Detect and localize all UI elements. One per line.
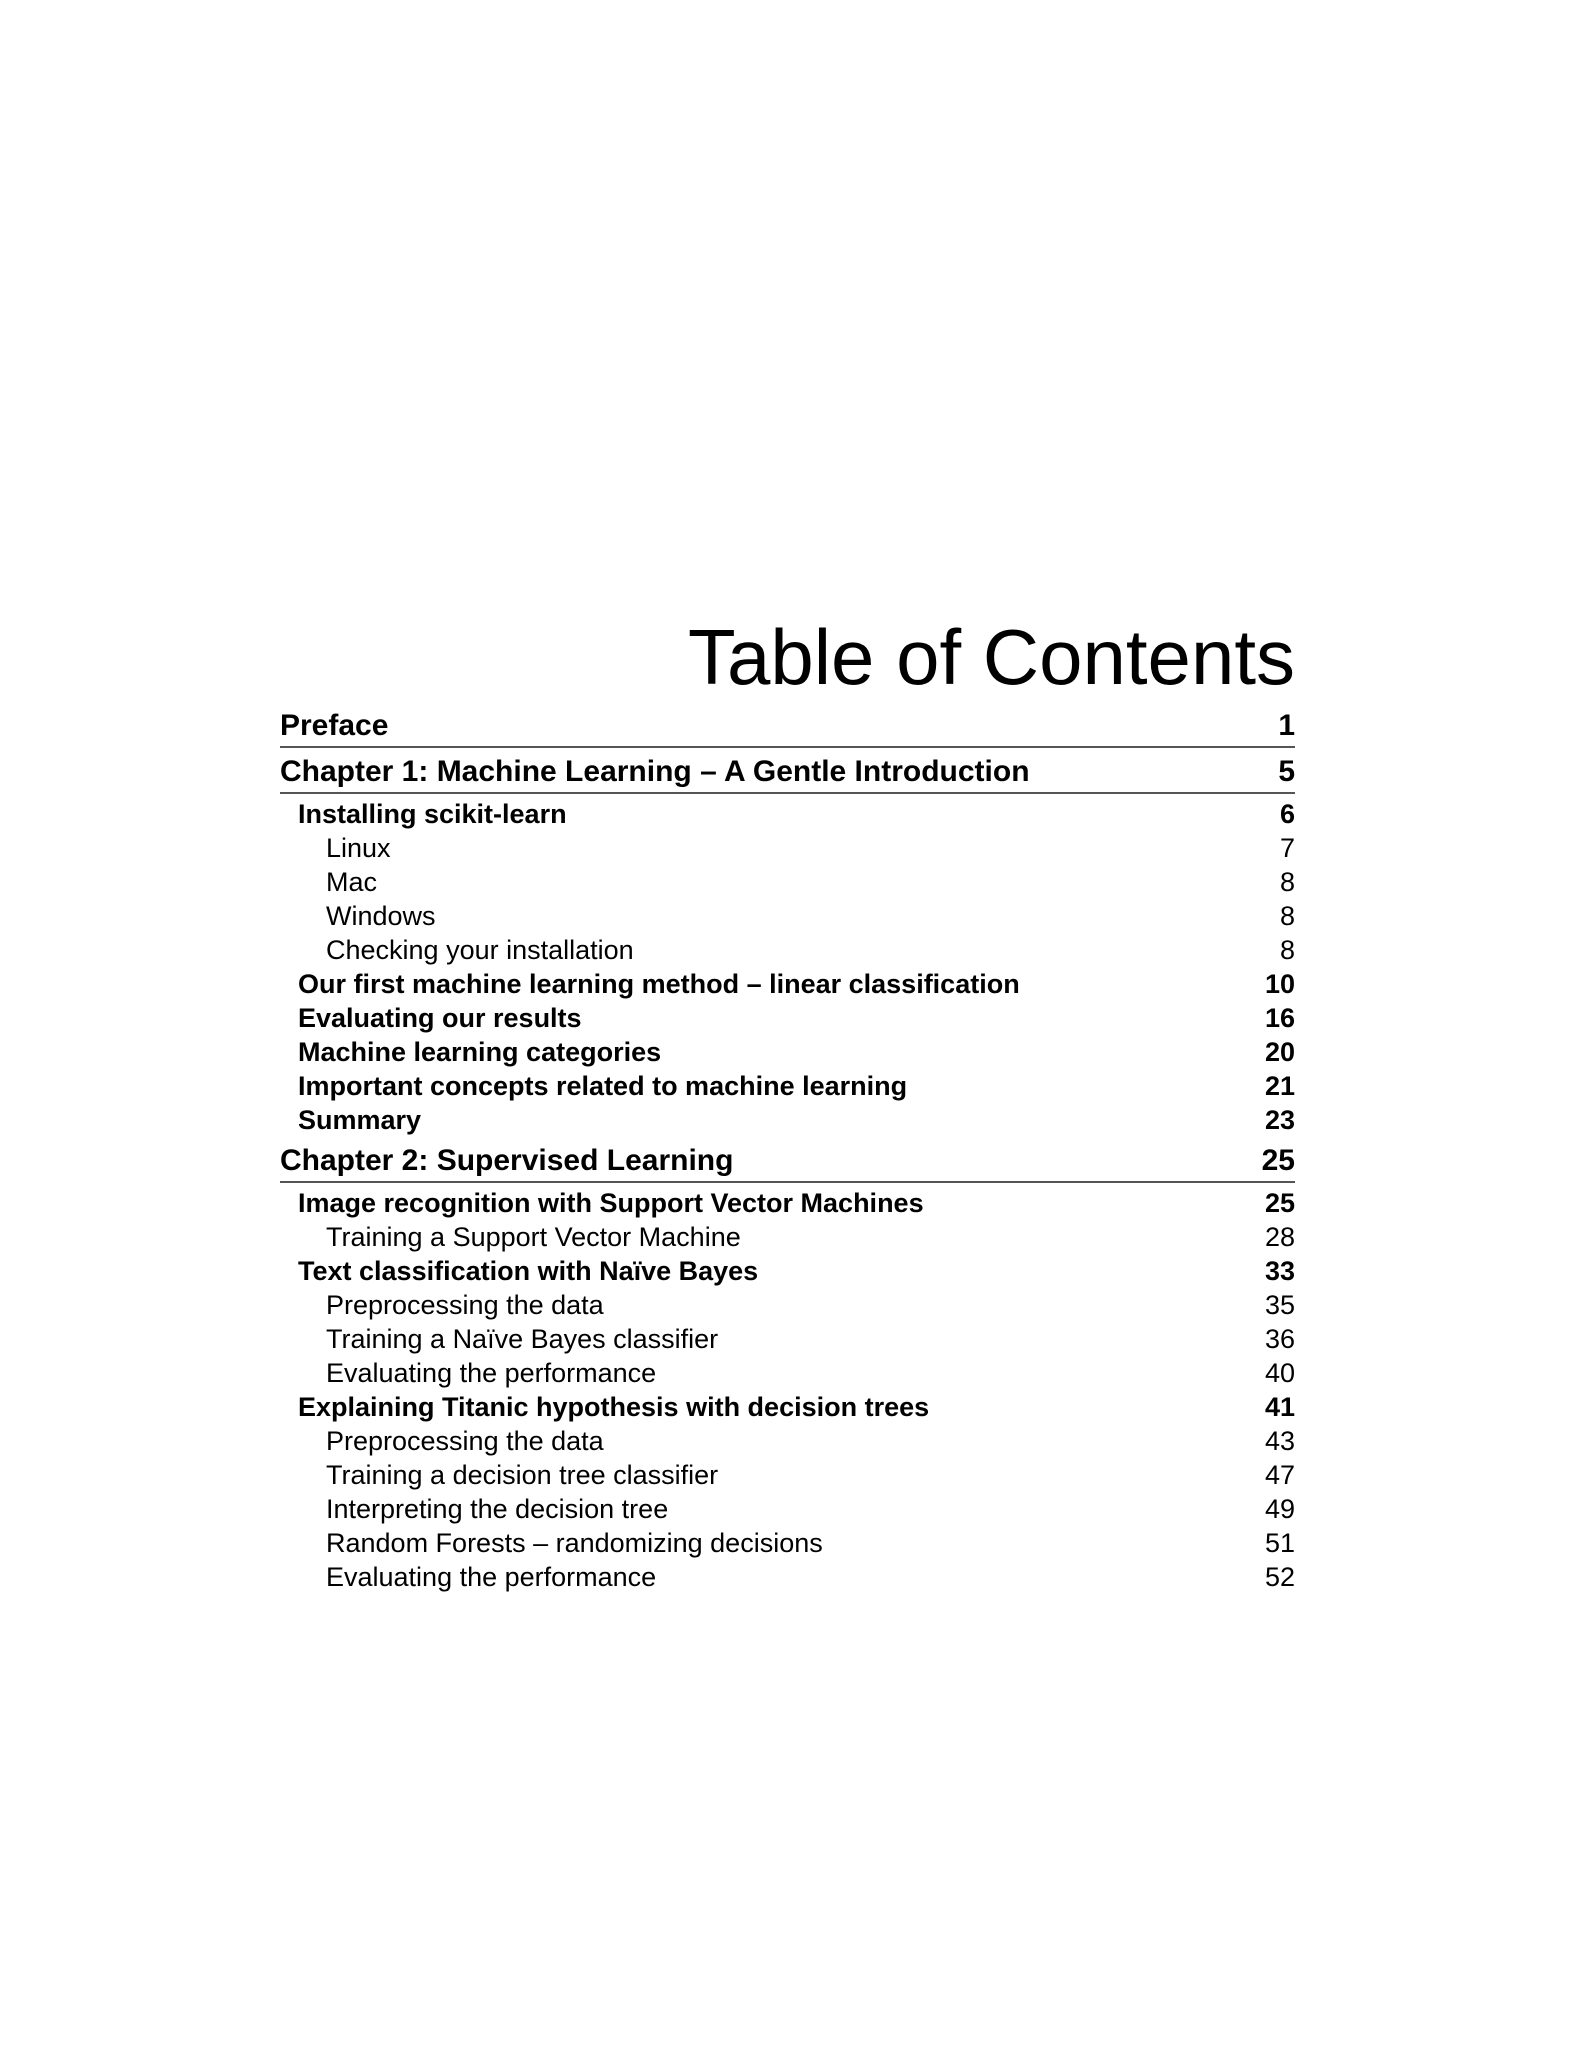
toc-entry-label: Training a Support Vector Machine — [326, 1222, 741, 1252]
toc-section-entry[interactable] — [280, 1103, 1295, 1137]
toc-entry-label: Evaluating our results — [298, 1003, 582, 1033]
toc-section-entry[interactable] — [280, 1035, 1295, 1069]
toc-section-entry[interactable] — [280, 1001, 1295, 1035]
toc-entry-label: Machine learning categories — [298, 1037, 662, 1067]
toc-entry-label: Preface — [280, 709, 389, 742]
toc-entry-page-number: 5 — [1278, 755, 1295, 788]
toc-subsection-entry[interactable] — [280, 899, 1295, 933]
toc-entry-label: Mac — [326, 867, 378, 897]
toc-entry-page-number: 23 — [1264, 1105, 1295, 1135]
toc-entry-label: Interpreting the decision tree — [326, 1494, 669, 1524]
toc-entry-page-number: 1 — [1278, 709, 1295, 742]
toc-subsection-entry[interactable] — [280, 933, 1295, 967]
toc-entry-page-number: 10 — [1264, 969, 1295, 999]
toc-section-entry[interactable] — [280, 1069, 1295, 1103]
toc-subsection-entry[interactable] — [280, 1356, 1295, 1390]
toc-entry-label: Our first machine learning method – linear classification — [298, 969, 1020, 999]
toc-subsection-entry[interactable] — [280, 1424, 1295, 1458]
toc-subsection-entry[interactable] — [280, 1492, 1295, 1526]
toc-entry-page-number: 52 — [1264, 1562, 1295, 1592]
toc-entry-page-number: 33 — [1264, 1256, 1295, 1286]
toc-entry-page-number: 8 — [1279, 867, 1295, 897]
toc-entry-label: Explaining Titanic hypothesis with decision trees — [298, 1392, 930, 1422]
page-title: Table of Contents — [687, 613, 1295, 702]
toc-entry-label: Training a decision tree classifier — [326, 1460, 719, 1490]
toc-entry-label: Training a Naïve Bayes classifier — [326, 1324, 719, 1354]
toc-entry-label: Important concepts related to machine learning — [298, 1071, 908, 1101]
toc-entry-page-number: 25 — [1264, 1188, 1295, 1218]
toc-entry-page-number: 36 — [1264, 1324, 1295, 1354]
toc-chapter-entry[interactable] — [280, 706, 1295, 748]
toc-entry-page-number: 21 — [1264, 1071, 1295, 1101]
toc-entry-page-number: 7 — [1279, 833, 1295, 863]
toc-section-entry[interactable] — [280, 1390, 1295, 1424]
toc-subsection-entry[interactable] — [280, 831, 1295, 865]
toc-entry-label: Evaluating the performance — [326, 1358, 657, 1388]
toc-entry-page-number: 8 — [1279, 901, 1295, 931]
toc-section-entry[interactable] — [280, 797, 1295, 831]
toc-entry-label: Preprocessing the data — [326, 1426, 604, 1456]
toc-entry-label: Installing scikit-learn — [298, 799, 567, 829]
toc-entry-page-number: 16 — [1264, 1003, 1295, 1033]
toc-entry-page-number: 43 — [1264, 1426, 1295, 1456]
toc-entry-label: Summary — [298, 1105, 422, 1135]
toc-chapter-entry[interactable] — [280, 752, 1295, 794]
toc-entry-page-number: 20 — [1264, 1037, 1295, 1067]
toc-entry-page-number: 51 — [1264, 1528, 1295, 1558]
toc-entry-label: Text classification with Naïve Bayes — [298, 1256, 759, 1286]
toc-subsection-entry[interactable] — [280, 1526, 1295, 1560]
toc-entry-label: Chapter 1: Machine Learning – A Gentle Introduction — [280, 755, 1030, 788]
toc-entry-label: Random Forests – randomizing decisions — [326, 1528, 823, 1558]
toc-entry-label: Evaluating the performance — [326, 1562, 657, 1592]
toc-entry-label: Preprocessing the data — [326, 1290, 604, 1320]
toc-entry-label: Chapter 2: Supervised Learning — [280, 1144, 734, 1177]
toc-subsection-entry[interactable] — [280, 1288, 1295, 1322]
toc-subsection-entry[interactable] — [280, 865, 1295, 899]
toc-entry-page-number: 25 — [1261, 1144, 1295, 1177]
toc-section-entry[interactable] — [280, 1254, 1295, 1288]
toc-entry-label: Windows — [326, 901, 436, 931]
toc-entry-page-number: 35 — [1264, 1290, 1295, 1320]
toc-subsection-entry[interactable] — [280, 1322, 1295, 1356]
toc-entry-label: Linux — [326, 833, 391, 863]
toc-subsection-entry[interactable] — [280, 1560, 1295, 1594]
toc-entry-page-number: 49 — [1264, 1494, 1295, 1524]
toc-entry-page-number: 8 — [1279, 935, 1295, 965]
toc-section-entry[interactable] — [280, 967, 1295, 1001]
toc-chapter-entry[interactable] — [280, 1141, 1295, 1183]
toc-entry-label: Checking your installation — [326, 935, 634, 965]
toc-entry-page-number: 6 — [1279, 799, 1295, 829]
toc-entry-page-number: 28 — [1264, 1222, 1295, 1252]
toc-subsection-entry[interactable] — [280, 1458, 1295, 1492]
toc-entry-page-number: 41 — [1264, 1392, 1295, 1422]
toc-section-entry[interactable] — [280, 1186, 1295, 1220]
toc-entry-page-number: 47 — [1264, 1460, 1295, 1490]
toc-subsection-entry[interactable] — [280, 1220, 1295, 1254]
toc-entry-page-number: 40 — [1264, 1358, 1295, 1388]
toc-list — [280, 706, 1295, 1594]
toc-entry-label: Image recognition with Support Vector Machines — [298, 1188, 924, 1218]
